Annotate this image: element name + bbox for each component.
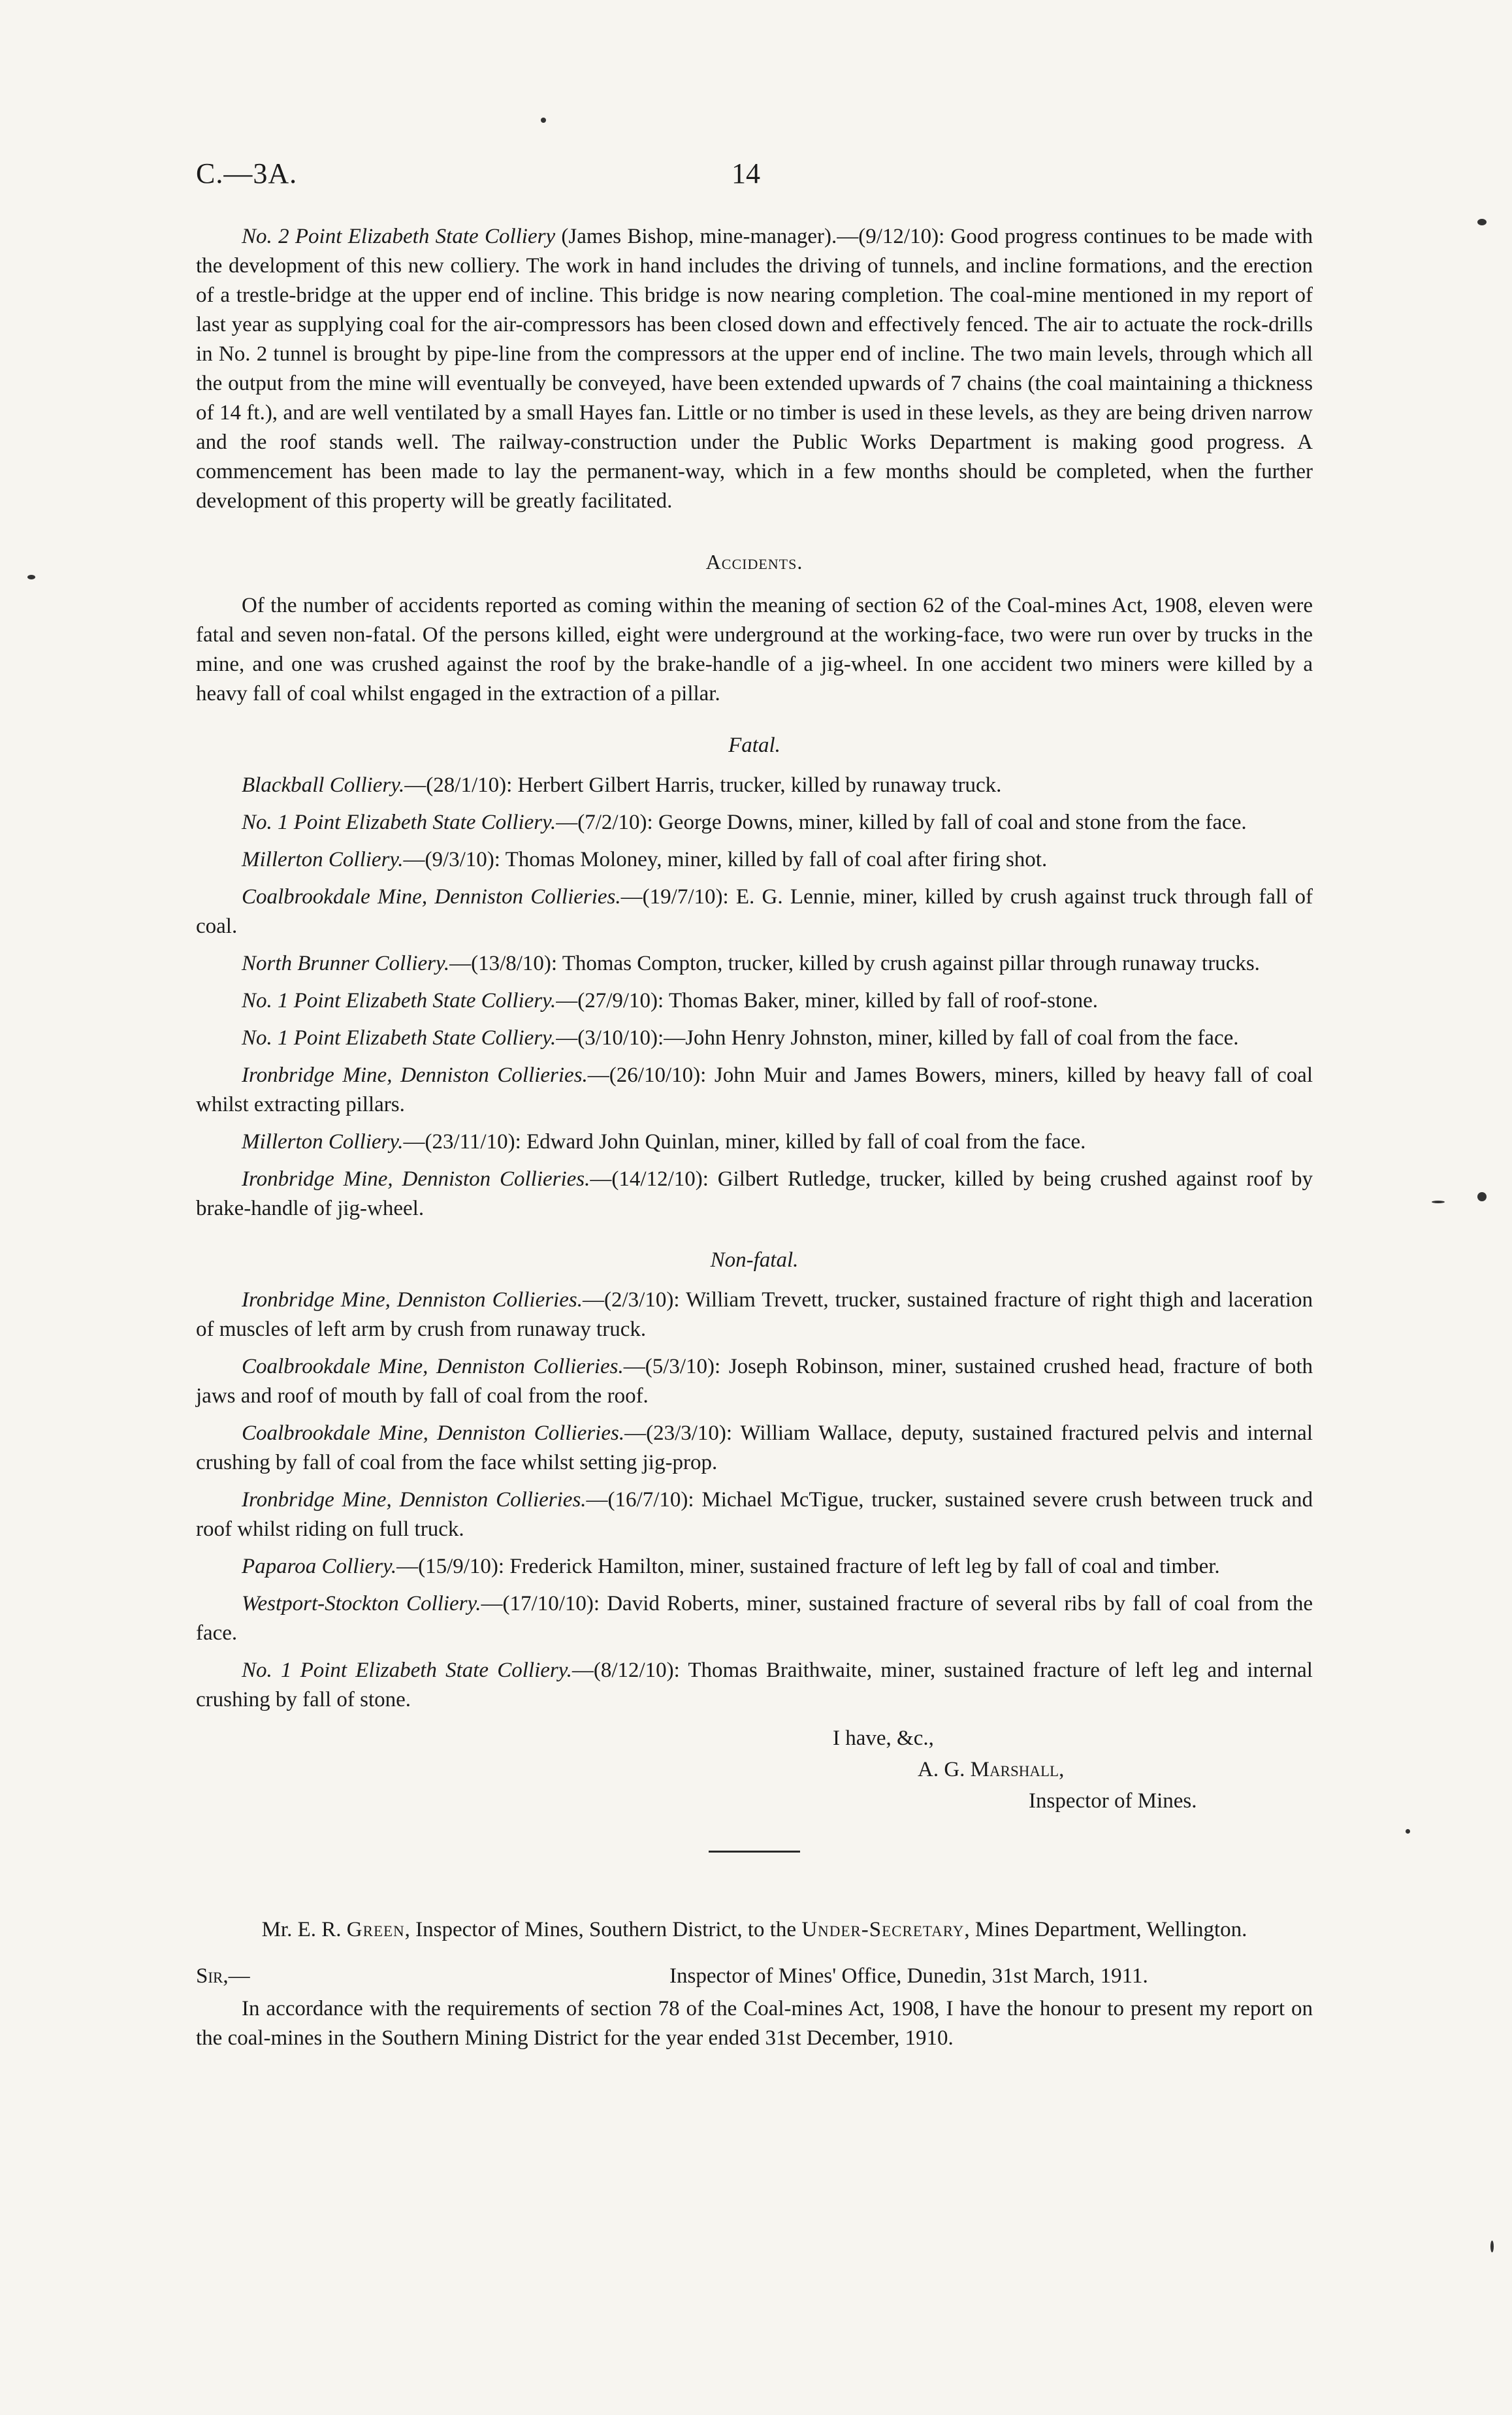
mine-name: No. 1 Point Elizabeth State Colliery.: [242, 1659, 572, 1682]
mine-name: Ironbridge Mine, Denniston Collieries.: [242, 1167, 590, 1191]
print-speck: [1477, 219, 1487, 225]
accident-entry: [196, 1061, 1313, 1120]
accident-entry: [196, 1024, 1313, 1053]
report-text: (James Bishop, mine-manager).—(9/12/10): Good progress continues to be made with the development of this new colliery. The work in hand includes the driving of tunnels, and incline formations, and the erection of a trestle-bridge at the upper end of incline. This bridge is now nearing completion. The coal-mine mentioned in my report of last year as supplying coal for the air-compressors has been closed down and effectively fenced. The air to actuate the rock-drills in No. 2 tunnel is brought by pipe-line from the compressors at the upper end of incline. The two main levels, through which all the output from the mine will eventually be conveyed, have been extended upwards of 7 chains (the coal maintaining a thickness of 14 ft.), and are well ventilated by a small Hayes fan. Little or no timber is used in these levels, as they are being driven narrow and the roof stands well. The railway-construction under the Public Works Department is making good progress. A commencement has been made to lay the permanent-way, which in a few months should be completed, when the further development of this property will be greatly facilitated.: [196, 225, 1313, 513]
accident-text: —(23/3/10): William Wallace, deputy, sustained fractured pelvis and internal crushing by fall of coal from the face whilst setting jig-prop.: [196, 1421, 1313, 1474]
section-divider: [709, 1851, 800, 1853]
accident-text: —(26/10/10): John Muir and James Bowers, miners, killed by heavy fall of coal whilst extracting pillars.: [196, 1063, 1313, 1116]
accident-entry: [196, 1485, 1313, 1544]
accident-entry: [196, 1286, 1313, 1344]
accident-entry: [196, 1165, 1313, 1224]
mine-name: Westport-Stockton Colliery.: [242, 1592, 481, 1615]
mine-name: Ironbridge Mine, Denniston Collieries.: [242, 1063, 588, 1087]
recipient-department: , Mines Department, Wellington.: [964, 1918, 1247, 1941]
accident-entry: [196, 845, 1313, 875]
letter-body: In accordance with the requirements of section 78 of the Coal-mines Act, 1908, I have the honour to present my report on the coal-mines in the Southern Mining District for the year ended 31st December, 1910.: [196, 1997, 1313, 2050]
accident-text: —(16/7/10): Michael McTigue, trucker, sustained severe crush between truck and roof whilst riding on full truck.: [196, 1488, 1313, 1541]
accident-text: —(19/7/10): E. G. Lennie, miner, killed by crush against truck through fall of coal.: [196, 885, 1313, 938]
accident-text: —(27/9/10): Thomas Baker, miner, killed by fall of roof-stone.: [556, 989, 1099, 1013]
page-body: [196, 222, 1313, 2061]
mine-name: Millerton Colliery.: [242, 848, 404, 871]
accident-entry: [196, 1419, 1313, 1478]
accident-entry: [196, 1589, 1313, 1648]
print-speck: [1490, 2241, 1494, 2252]
colliery-report-paragraph: [196, 222, 1313, 516]
recipient: Under-Secretary: [801, 1918, 965, 1941]
accidents-summary: Of the number of accidents reported as coming within the meaning of section 62 of the Coal-mines Act, 1908, eleven were fatal and seven non-fatal. Of the persons killed, eight were underground at the working-face, two were run over by trucks in the mine, and one was crushed against the roof by the brake-handle of a jig-wheel. In one accident two miners were killed by a heavy fall of coal whilst engaged in the extraction of a pillar.: [196, 594, 1313, 705]
signatory-name: A. G. Marshall,: [918, 1758, 1065, 1781]
print-speck: [1406, 1829, 1410, 1834]
accident-text: —(9/3/10): Thomas Moloney, miner, killed by fall of coal after firing shot.: [403, 848, 1048, 871]
mine-name: Coalbrookdale Mine, Denniston Collieries.: [242, 1421, 625, 1445]
sender-prefix: Mr. E. R.: [261, 1918, 342, 1941]
accident-text: —(17/10/10): David Roberts, miner, sustained fracture of several ribs by fall of coal from the face.: [196, 1592, 1313, 1645]
signature-block: [833, 1723, 1313, 1817]
mine-name: Coalbrookdale Mine, Denniston Collieries.: [242, 885, 621, 909]
accident-text: —(3/10/10):—John Henry Johnston, miner, killed by fall of coal from the face.: [556, 1026, 1239, 1050]
print-speck: [27, 575, 35, 579]
accident-text: —(5/3/10): Joseph Robinson, miner, sustained crushed head, fracture of both jaws and roof of mouth by fall of coal from the roof.: [196, 1355, 1313, 1408]
series-code: C.—3A.: [196, 157, 298, 189]
subheading-non-fatal: Non-fatal.: [710, 1248, 799, 1272]
signatory-title: Inspector of Mines.: [1029, 1789, 1197, 1813]
print-speck: [1432, 1201, 1445, 1203]
print-speck: [1477, 1192, 1487, 1201]
accident-text: —(14/12/10): Gilbert Rutledge, trucker, killed by being crushed against roof by brake-handle of jig-wheel.: [196, 1167, 1313, 1220]
mine-name: Ironbridge Mine, Denniston Collieries.: [242, 1288, 583, 1312]
mine-name: No. 1 Point Elizabeth State Colliery.: [242, 811, 556, 834]
accident-text: —(13/8/10): Thomas Compton, trucker, killed by crush against pillar through runaway trucks.: [449, 952, 1260, 975]
accident-entry: [196, 949, 1313, 979]
accident-text: —(7/2/10): George Downs, miner, killed by fall of coal and stone from the face.: [556, 811, 1247, 834]
accident-text: —(8/12/10): Thomas Braithwaite, miner, sustained fracture of left leg and internal crushing by fall of stone.: [196, 1659, 1313, 1711]
subheading-fatal: Fatal.: [728, 734, 780, 757]
closing: I have, &c.,: [833, 1726, 934, 1750]
accident-entry: [196, 808, 1313, 837]
accident-text: —(28/1/10): Herbert Gilbert Harris, trucker, killed by runaway truck.: [404, 773, 1002, 797]
accident-entry: [196, 1552, 1313, 1581]
letter-heading-line: [196, 1962, 1313, 1994]
section-heading-accidents: Accidents.: [705, 550, 803, 574]
accident-entry: [196, 986, 1313, 1016]
mine-name: Ironbridge Mine, Denniston Collieries.: [242, 1488, 587, 1512]
fatal-list: [196, 771, 1313, 1224]
accident-entry: [196, 771, 1313, 800]
accident-text: —(23/11/10): Edward John Quinlan, miner, killed by fall of coal from the face.: [403, 1130, 1086, 1154]
mine-name: No. 2 Point Elizabeth State Colliery: [242, 225, 556, 248]
mine-name: North Brunner Colliery.: [242, 952, 450, 975]
place-and-date: Inspector of Mines' Office, Dunedin, 31st March, 1911.: [669, 1964, 1148, 1988]
mine-name: Millerton Colliery.: [242, 1130, 404, 1154]
mine-name: No. 1 Point Elizabeth State Colliery.: [242, 1026, 556, 1050]
accident-entry: [196, 883, 1313, 941]
mine-name: Coalbrookdale Mine, Denniston Collieries.: [242, 1355, 624, 1378]
non-fatal-list: [196, 1286, 1313, 1715]
accident-text: —(15/9/10): Frederick Hamilton, miner, sustained fracture of left leg by fall of coal and timber.: [396, 1555, 1220, 1578]
accident-entry: [196, 1656, 1313, 1715]
page-number: 14: [732, 157, 760, 189]
accident-entry: [196, 1352, 1313, 1411]
letter-address: [196, 1915, 1313, 1945]
salutation: Sir,—: [196, 1964, 250, 1988]
sender-role: , Inspector of Mines, Southern District, to the: [404, 1918, 797, 1941]
accident-text: —(2/3/10): William Trevett, trucker, sustained fracture of right thigh and laceration of muscles of left arm by crush from runaway truck.: [196, 1288, 1313, 1341]
mine-name: Blackball Colliery.: [242, 773, 405, 797]
mine-name: No. 1 Point Elizabeth State Colliery.: [242, 989, 556, 1013]
accident-entry: [196, 1127, 1313, 1157]
print-speck: [541, 118, 546, 123]
sender-name: Green: [346, 1918, 405, 1941]
mine-name: Paparoa Colliery.: [242, 1555, 397, 1578]
